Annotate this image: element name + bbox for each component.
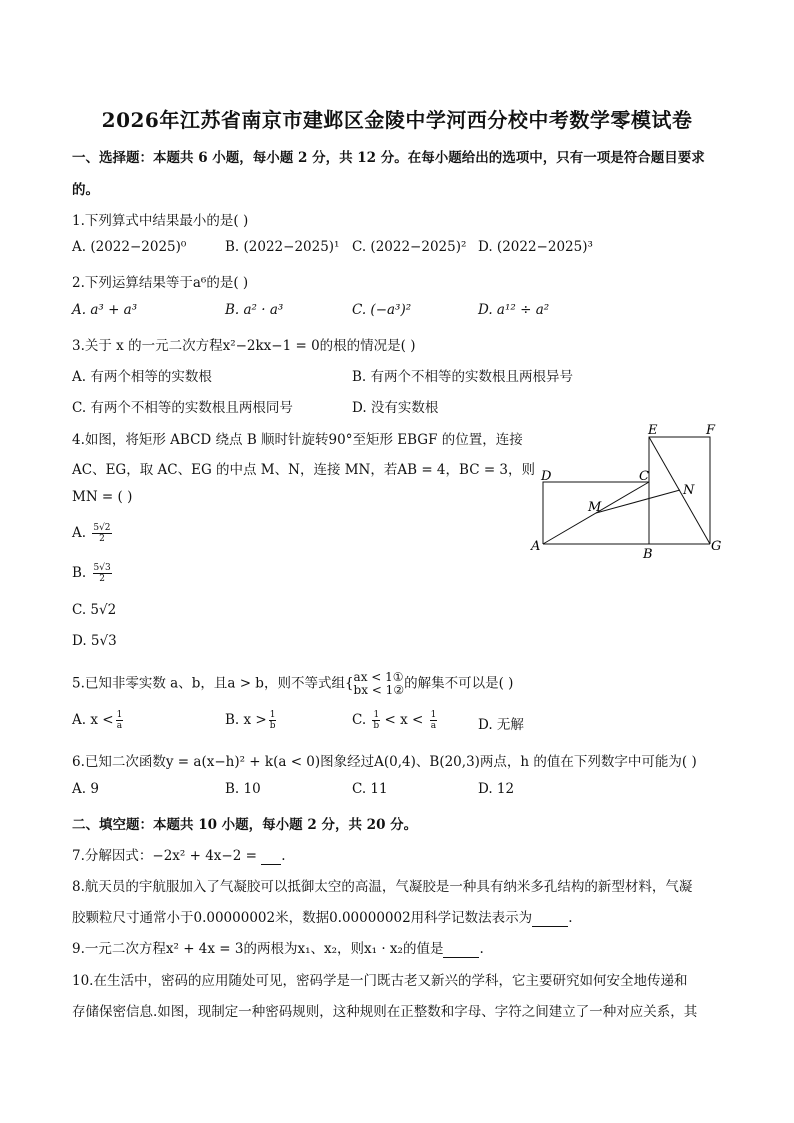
q3-option-a: A. 有两个相等的实数根 (72, 369, 212, 385)
label-c: C (639, 469, 649, 484)
q5-option-a: A. x < $\frac{1}{a}$ (72, 710, 123, 731)
q4-option-a: A. $\frac{5√2}{2}$ (72, 523, 111, 544)
section1-heading-cont: 的。 (72, 182, 99, 198)
q3-option-b: B. 有两个不相等的实数根且两根异号 (352, 369, 574, 385)
label-b: B (643, 547, 653, 562)
q5-stem: 5.已知非零实数 a、b，且a > b，则不等式组{ ax < 1① bx < 1② 的解集不可以是( ) (72, 670, 514, 697)
q9-answer-blank[interactable] (443, 941, 479, 958)
section2-heading: 二、填空题：本题共 10 小题，每小题 2 分，共 20 分。 (72, 817, 418, 833)
q4-stem-line3: MN = ( ) (72, 489, 133, 505)
q6-option-b: B. 10 (225, 781, 261, 797)
q2-option-d: D. a¹² ÷ a² (478, 302, 550, 318)
q2-stem: 2.下列运算结果等于a⁶的是( ) (72, 275, 249, 291)
segment-mn (596, 490, 680, 513)
q3-option-c: C. 有两个不相等的实数根且两根同号 (72, 400, 293, 416)
label-f: F (706, 423, 716, 438)
label-d: D (541, 469, 552, 484)
label-a: A (531, 539, 541, 554)
q4-option-c: C. 5√2 (72, 602, 117, 618)
q1-stem: 1.下列算式中结果最小的是( ) (72, 213, 249, 229)
q7-stem: 7.分解因式：−2x² + 4x−2 = . (72, 848, 286, 864)
q8-stem-line1: 8.航天员的宇航服加入了气凝胶可以抵御太空的高温，气凝胶是一种具有纳米多孔结构的新型材料，气凝 (72, 879, 693, 895)
q1-option-c: C. (2022−2025)² (352, 239, 467, 255)
q4-stem-line2: AC、EG，取 AC、EG 的中点 M、N，连接 MN，若AB = 4，BC = 3，则 (72, 462, 536, 478)
q4-stem-line1: 4.如图，将矩形 ABCD 绕点 B 顺时针旋转90°至矩形 EBGF 的位置，连接 (72, 432, 523, 448)
label-m: M (588, 500, 602, 515)
q2-option-a: A. a³ + a³ (72, 302, 138, 318)
q4-option-b: B. $\frac{5√3}{2}$ (72, 563, 111, 584)
q10-stem-line1: 10.在生活中，密码的应用随处可见，密码学是一门既古老又新兴的学科，它主要研究如何安全地传递和 (72, 973, 688, 989)
q9-stem: 9.一元二次方程x² + 4x = 3的两根为x₁、x₂，则x₁ · x₂的值是 . (72, 941, 484, 957)
label-n: N (683, 483, 695, 498)
q8-stem-line2: 胶颗粒尺寸通常小于0.00000002米，数据0.00000002用科学记数法表示为 . (72, 910, 573, 926)
q5-option-d: D. 无解 (478, 717, 524, 733)
q1-option-a: A. (2022−2025)⁰ (72, 239, 187, 255)
rectangle-rotation-figure (528, 420, 728, 565)
q6-stem: 6.已知二次函数y = a(x−h)² + k(a < 0)图象经过A(0,4)、B(20,3)两点，h 的值在下列数字中可能为( ) (72, 754, 697, 770)
section1-heading: 一、选择题：本题共 6 小题，每小题 2 分，共 12 分。在每小题给出的选项中，只有一项是符合题目要求 (72, 150, 705, 166)
q1-option-b: B. (2022−2025)¹ (225, 239, 340, 255)
q2-option-b: B. a² · a³ (225, 302, 284, 318)
q5-option-b: B. x > $\frac{1}{b}$ (225, 710, 276, 731)
q3-option-d: D. 没有实数根 (352, 400, 439, 416)
page-title: 2026年江苏省南京市建邺区金陵中学河西分校中考数学零模试卷 (101, 108, 693, 132)
q6-option-c: C. 11 (352, 781, 388, 797)
q8-answer-blank[interactable] (532, 910, 568, 927)
q2-option-c: C. (−a³)² (352, 302, 412, 318)
q4-option-d: D. 5√3 (72, 633, 117, 649)
q5-option-c: C. $\frac{1}{b}$ < x < $\frac{1}{a}$ (352, 710, 437, 731)
label-e: E (648, 423, 658, 438)
q1-option-d: D. (2022−2025)³ (478, 239, 593, 255)
q6-option-d: D. 12 (478, 781, 515, 797)
q6-option-a: A. 9 (72, 781, 99, 797)
q10-stem-line2: 存储保密信息.如图，现制定一种密码规则，这种规则在正整数和字母、字符之间建立了一种对应关系，其 (72, 1004, 698, 1020)
label-g: G (711, 539, 722, 554)
q7-answer-blank[interactable] (261, 848, 281, 865)
q3-stem: 3.关于 x 的一元二次方程x²−2kx−1 = 0的根的情况是( ) (72, 338, 416, 354)
